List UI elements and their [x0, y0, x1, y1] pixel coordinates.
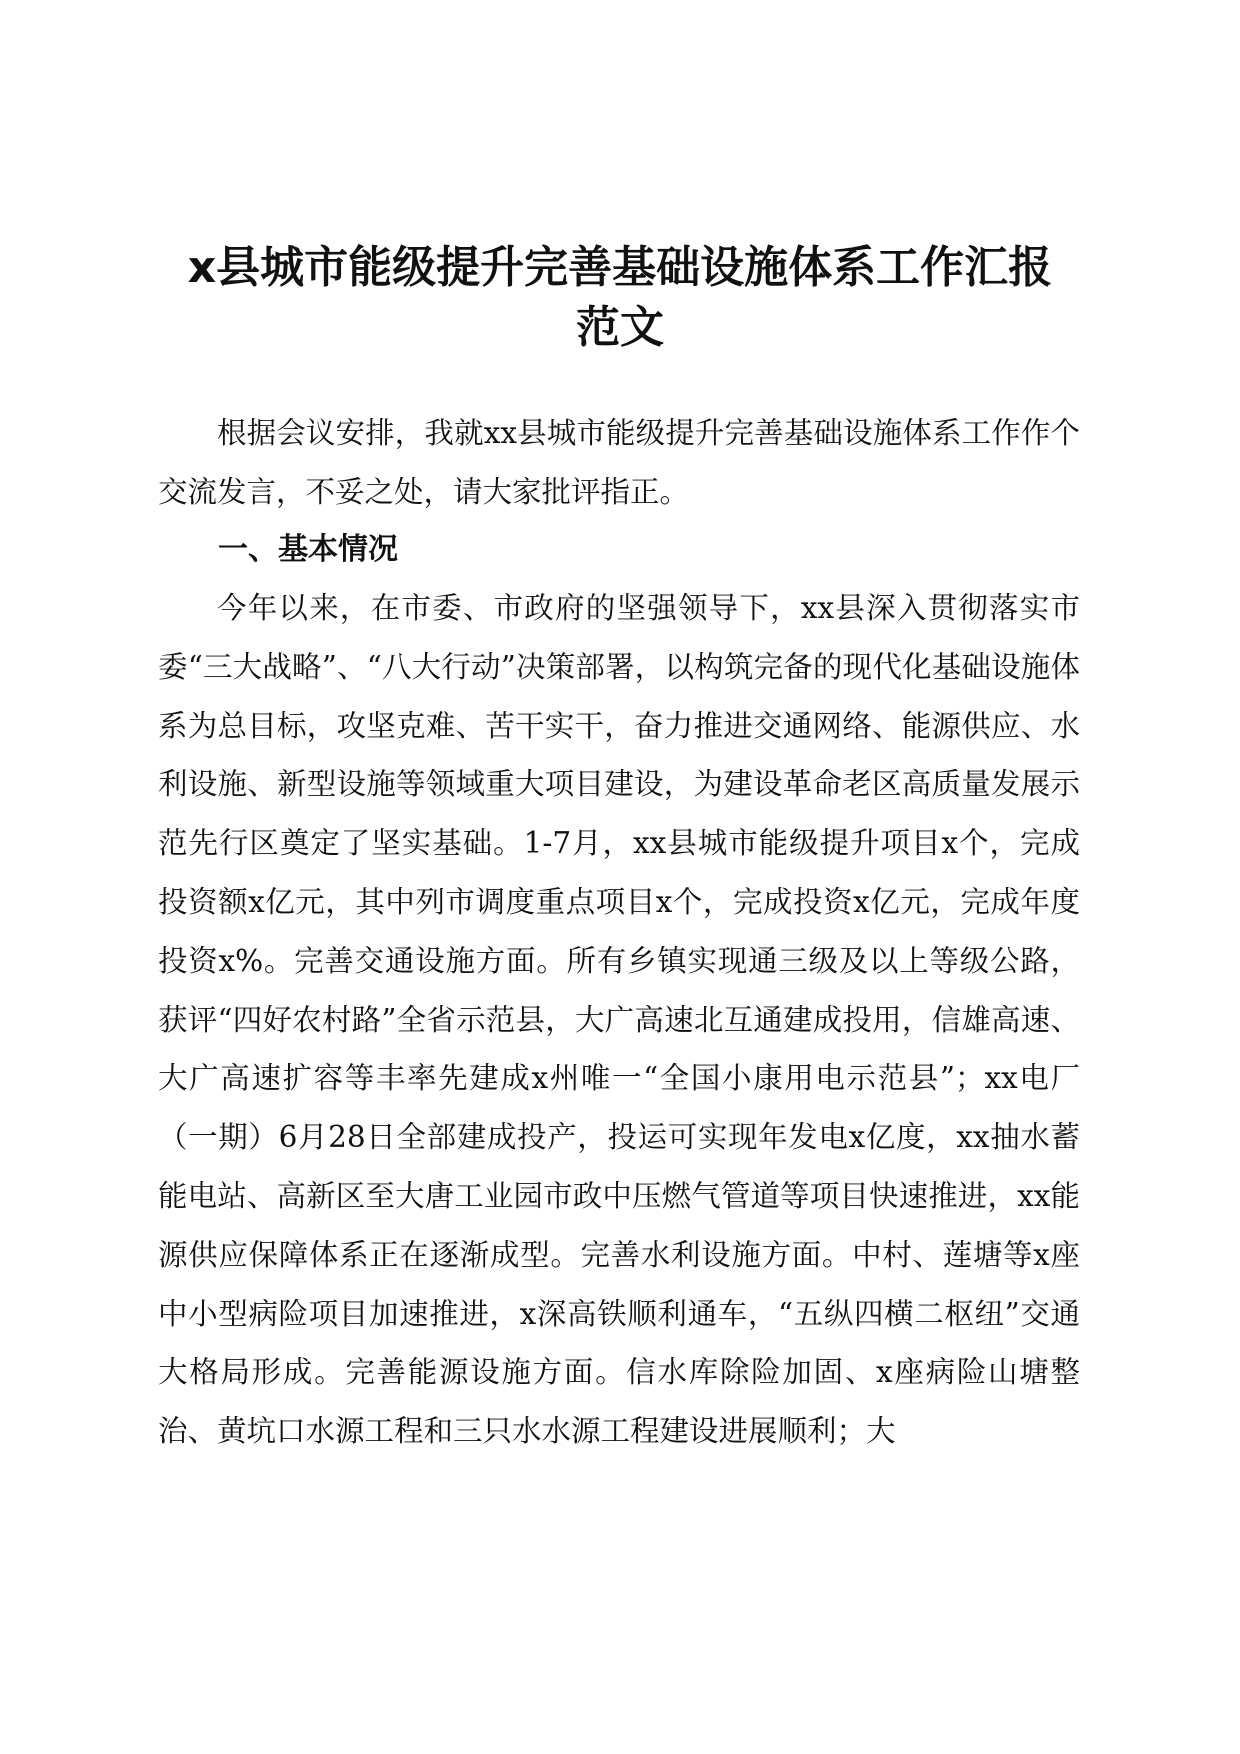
document-title-line-1: x县城市能级提升完善基础设施体系工作汇报 [187, 242, 1053, 293]
main-paragraph: 今年以来，在市委、市政府的坚强领导下，xx县深入贯彻落实市委“三大战略”、“八大行动”决策部署，以构筑完备的现代化基础设施体系为总目标，攻坚克难、苦干实干，奋力推进交通网络、能源供应、水利设施、新型设施等领域重大项目建设，为建设革命老区高质量发展示范先行区奠定了坚实基础。1-7月，xx县城市能级提升项目x个，完成投资额x亿元，其中列市调度重点项目x个，完成投资x亿元，完成年度投资x%。完善交通设施方面。所有乡镇实现通三级及以上等级公路，获评“四好农村路”全省示范县，大广高速北互通建成投用，信雄高速、大广高速扩容等丰率先建成x州唯一“全国小康用电示范县”；xx电厂（一期）6月28日全部建成投产，投运可实现年发电x亿度，xx抽水蓄能电站、高新区至大唐工业园市政中压燃气管道等项目快速推进，xx能源供应保障体系正在逐渐成型。完善水利设施方面。中村、莲塘等x座中小型病险项目加速推进，x深高铁顺利通车，“五纵四横二枢纽”交通大格局形成。完善能源设施方面。信水库除险加固、x座病险山塘整治、黄坑口水源工程和三只水水源工程建设进展顺利；大 [158, 591, 1080, 1449]
document-title [150, 238, 1090, 358]
section-heading: 一、基本情况 [218, 532, 398, 567]
document-title-line-2: 范文 [576, 302, 664, 353]
intro-paragraph: 根据会议安排，我就xx县城市能级提升完善基础设施体系工作作个交流发言，不妥之处，请大家批评指正。 [158, 416, 1080, 509]
